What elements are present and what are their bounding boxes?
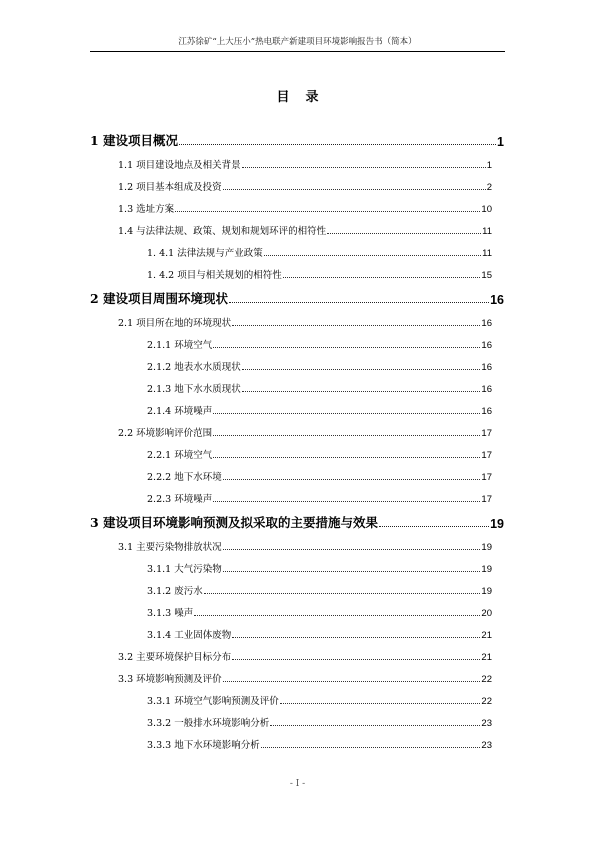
toc-entry[interactable] <box>147 381 492 395</box>
toc-entry[interactable] <box>147 693 492 707</box>
toc-entry-label: 2.1.3 地下水水质现状 <box>147 384 241 395</box>
toc-dot-leader <box>232 325 480 326</box>
toc-entry-page-number: 16 <box>481 384 492 395</box>
toc-entry-label: 3.1.4 工业固体废物 <box>147 630 232 641</box>
toc-entry-page-number: 19 <box>481 586 492 597</box>
toc-entry-label: 1. 4.2 项目与相关规划的相符性 <box>147 270 282 281</box>
toc-entry[interactable] <box>147 359 492 373</box>
toc-entry-label: 1.4 与法律法规、政策、规划和规划环评的相符性 <box>118 226 327 237</box>
toc-dot-leader <box>175 211 480 212</box>
toc-entry-page-number: 17 <box>481 450 492 461</box>
toc-entry-page-number: 16 <box>490 293 504 307</box>
toc-dot-leader <box>223 549 481 550</box>
toc-entry[interactable] <box>147 337 492 351</box>
toc-entry[interactable] <box>118 649 492 663</box>
toc-entry-label: 1 建设项目概况 <box>90 133 179 148</box>
toc-entry[interactable] <box>147 715 492 729</box>
toc-dot-leader <box>223 479 481 480</box>
toc-entry[interactable] <box>118 539 492 553</box>
toc-dot-leader <box>232 637 480 638</box>
toc-dot-leader <box>223 189 486 190</box>
toc-entry-label: 3.1.2 废污水 <box>147 586 203 597</box>
toc-entry[interactable] <box>118 315 492 329</box>
toc-entry[interactable] <box>147 491 492 505</box>
toc-dot-leader <box>213 413 480 414</box>
toc-dot-leader <box>242 167 486 168</box>
toc-entry-page-number: 23 <box>481 740 492 751</box>
toc-entry-page-number: 19 <box>481 542 492 553</box>
toc-entry-page-number: 17 <box>481 428 492 439</box>
toc-dot-leader <box>280 703 481 704</box>
toc-dot-leader <box>213 457 480 458</box>
toc-entry[interactable] <box>147 447 492 461</box>
toc-dot-leader <box>213 347 480 348</box>
toc-dot-leader <box>204 593 481 594</box>
toc-entry[interactable] <box>147 605 492 619</box>
toc-dot-leader <box>232 659 480 660</box>
toc-entry-page-number: 15 <box>481 270 492 281</box>
toc-entry-label: 3.3.3 地下水环境影响分析 <box>147 740 260 751</box>
toc-entry-label: 2.1.2 地表水水质现状 <box>147 362 241 373</box>
toc-entry-label: 1.3 选址方案 <box>118 204 175 215</box>
page-number: - I - <box>289 779 306 789</box>
toc-entry[interactable] <box>147 245 492 259</box>
toc-entry-label: 3 建设项目环境影响预测及拟采取的主要措施与效果 <box>90 515 379 530</box>
toc-entry-page-number: 1 <box>497 135 504 149</box>
toc-entry-label: 3.1.3 噪声 <box>147 608 194 619</box>
toc-entry[interactable] <box>90 289 504 307</box>
toc-entry-label: 2.1.1 环境空气 <box>147 340 213 351</box>
toc-entry[interactable] <box>147 403 492 417</box>
toc-entry-page-number: 11 <box>482 226 492 237</box>
toc-entry-page-number: 17 <box>481 494 492 505</box>
toc-entry-page-number: 19 <box>481 564 492 575</box>
toc-entry-label: 3.1 主要污染物排放状况 <box>118 542 222 553</box>
toc-dot-leader <box>213 501 480 502</box>
toc-entry-page-number: 17 <box>481 472 492 483</box>
toc-entry[interactable] <box>147 267 492 281</box>
toc-entry[interactable] <box>118 157 492 171</box>
toc-dot-leader <box>264 255 481 256</box>
toc-entry-page-number: 10 <box>481 204 492 215</box>
toc-dot-leader <box>179 144 496 145</box>
toc-entry-label: 3.3 环境影响预测及评价 <box>118 674 222 685</box>
toc-entry-label: 3.3.1 环境空气影响预测及评价 <box>147 696 279 707</box>
toc-dot-leader <box>194 615 480 616</box>
toc-entry-page-number: 2 <box>486 182 492 193</box>
toc-entry[interactable] <box>118 223 492 237</box>
toc-entry-label: 3.1.1 大气污染物 <box>147 564 222 575</box>
toc-entry-page-number: 23 <box>481 718 492 729</box>
toc-dot-leader <box>223 571 481 572</box>
toc-entry-label: 3.2 主要环境保护目标分布 <box>118 652 232 663</box>
toc-dot-leader <box>327 233 481 234</box>
toc-dot-leader <box>283 277 481 278</box>
toc-entry-label: 2.2.2 地下水环境 <box>147 472 222 483</box>
toc-entry-page-number: 16 <box>481 340 492 351</box>
toc-entry-page-number: 19 <box>490 517 504 531</box>
toc-entry[interactable] <box>118 671 492 685</box>
toc-entry[interactable] <box>147 627 492 641</box>
toc-entry-page-number: 22 <box>481 696 492 707</box>
toc-dot-leader <box>242 369 481 370</box>
toc-entry[interactable] <box>147 561 492 575</box>
toc-entry-label: 2.2.3 环境噪声 <box>147 494 213 505</box>
toc-entry-page-number: 21 <box>481 630 492 641</box>
toc-title: 目录 <box>276 90 335 105</box>
toc-entry[interactable] <box>90 131 504 149</box>
toc-entry[interactable] <box>147 737 492 751</box>
toc-entry[interactable] <box>147 583 492 597</box>
toc-entry-page-number: 16 <box>481 318 492 329</box>
toc-entry[interactable] <box>118 179 492 193</box>
toc-dot-leader <box>379 526 489 527</box>
toc-dot-leader <box>270 725 480 726</box>
toc-entry-page-number: 16 <box>481 406 492 417</box>
running-header: 江苏徐矿“上大压小”热电联产新建项目环境影响报告书（简本） <box>90 35 505 52</box>
toc-entry-label: 2.2 环境影响评价范围 <box>118 428 213 439</box>
toc-entry-label: 2.2.1 环境空气 <box>147 450 213 461</box>
toc-entry-page-number: 20 <box>481 608 492 619</box>
toc-entry-page-number: 1 <box>486 160 492 171</box>
toc-dot-leader <box>229 302 489 303</box>
toc-entry[interactable] <box>90 513 504 531</box>
toc-dot-leader <box>213 435 480 436</box>
toc-entry[interactable] <box>118 425 492 439</box>
toc-dot-leader <box>242 391 481 392</box>
toc-entry-label: 2.1.4 环境噪声 <box>147 406 213 417</box>
toc-entry-page-number: 22 <box>481 674 492 685</box>
toc-entry-label: 1.1 项目建设地点及相关背景 <box>118 160 241 171</box>
toc-entry[interactable] <box>147 469 492 483</box>
toc-entry[interactable] <box>118 201 492 215</box>
toc-dot-leader <box>261 747 481 748</box>
toc-entry-label: 1.2 项目基本组成及投资 <box>118 182 222 193</box>
toc-entry-label: 2.1 项目所在地的环境现状 <box>118 318 232 329</box>
toc-entry-page-number: 21 <box>481 652 492 663</box>
toc-entry-page-number: 11 <box>482 248 492 259</box>
toc-entry-label: 2 建设项目周围环境现状 <box>90 291 229 306</box>
toc-entry-label: 1. 4.1 法律法规与产业政策 <box>147 248 263 259</box>
toc-dot-leader <box>223 681 481 682</box>
toc-entry-label: 3.3.2 一般排水环境影响分析 <box>147 718 270 729</box>
toc-entry-page-number: 16 <box>481 362 492 373</box>
